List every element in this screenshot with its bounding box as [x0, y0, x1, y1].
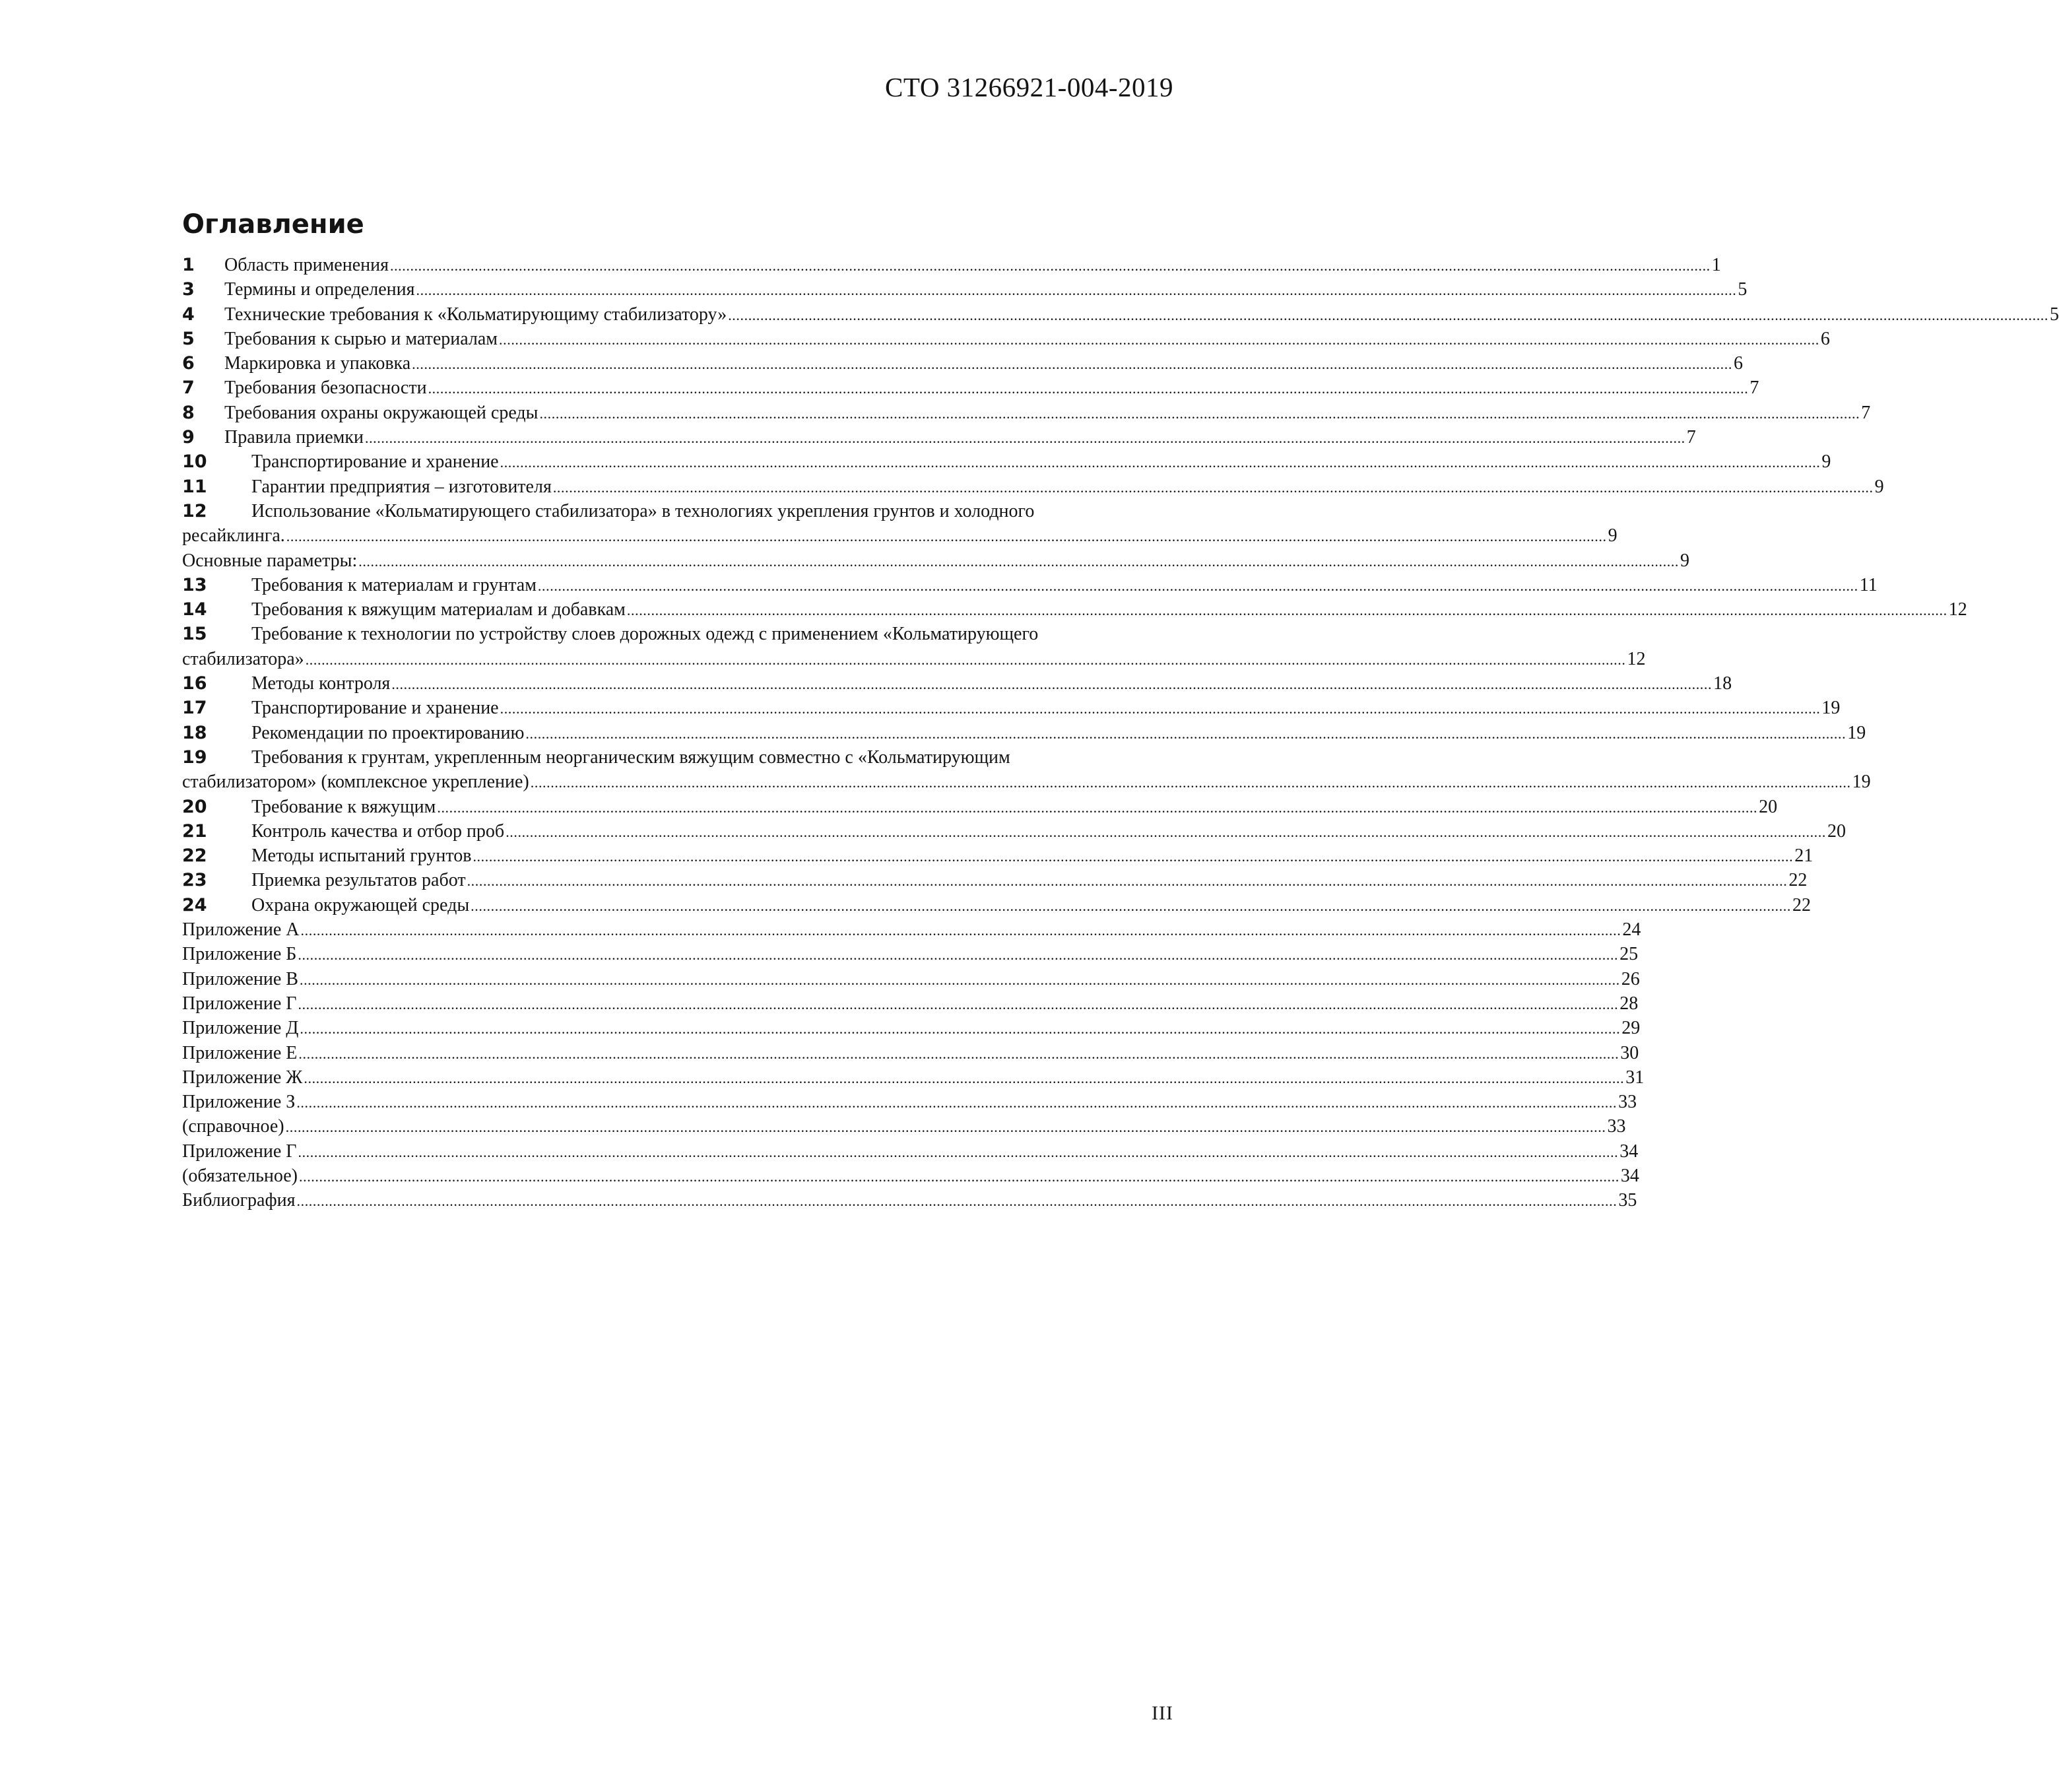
- toc-dot-leader: [391, 672, 1712, 696]
- toc-entry-number: 13: [182, 574, 207, 595]
- toc-entry-label: (справочное): [182, 1116, 284, 1137]
- toc-entry-page: 12: [1627, 648, 1646, 669]
- toc-entry[interactable]: [182, 401, 1871, 425]
- toc-dot-leader: [473, 844, 1793, 869]
- toc-entry-number: 14: [182, 599, 207, 620]
- toc-entry-label: Приложение В: [182, 968, 298, 989]
- toc-dot-leader: [286, 524, 1607, 548]
- toc-entry-number: 3: [182, 279, 195, 300]
- toc-entry-number: 5: [182, 328, 195, 349]
- toc-entry-page: 7: [1686, 427, 1696, 448]
- toc-entry-page: 9: [1821, 451, 1831, 473]
- toc-entry-label: Приложение Д: [182, 1018, 299, 1039]
- toc-dot-leader: [298, 1042, 1619, 1066]
- toc-entry-page: 30: [1620, 1042, 1639, 1063]
- toc-dot-leader: [300, 1016, 1620, 1041]
- toc-dot-leader: [298, 992, 1618, 1016]
- toc-dot-leader: [306, 647, 1626, 672]
- toc-entry[interactable]: [182, 573, 1878, 597]
- toc-entry[interactable]: [182, 917, 1641, 942]
- toc-dot-leader: [538, 574, 1858, 598]
- toc-entry-label: Правила приемки: [224, 427, 364, 448]
- toc-dot-leader: [412, 352, 1732, 376]
- toc-entry-page: 28: [1619, 993, 1639, 1014]
- toc-entry-number: 18: [182, 722, 207, 743]
- toc-entry-page: 19: [1847, 722, 1866, 743]
- toc-entry[interactable]: [182, 277, 1748, 302]
- toc-entry-label: Приложение Е: [182, 1042, 298, 1063]
- toc-entry-page: 20: [1759, 796, 1778, 817]
- toc-entry-label: (обязательное): [182, 1165, 298, 1186]
- toc-entry[interactable]: [182, 942, 1639, 966]
- toc-entry-label: Маркировка и упаковка: [224, 353, 411, 374]
- toc-dot-leader: [299, 1164, 1619, 1189]
- toc-entry[interactable]: [182, 548, 1690, 573]
- toc-entry[interactable]: [182, 1114, 1626, 1139]
- toc-entry-label: Приложение З: [182, 1092, 296, 1113]
- toc-entry-label: Основные параметры:: [182, 550, 358, 571]
- toc-dot-leader: [390, 253, 1711, 278]
- toc-dot-leader: [506, 820, 1826, 844]
- toc-entry-number: 23: [182, 870, 207, 891]
- toc-entry[interactable]: [182, 302, 2059, 327]
- toc-entry[interactable]: [182, 844, 1814, 868]
- toc-entry-label: Методы контроля: [251, 673, 391, 694]
- toc-entry-label: Термины и определения: [224, 279, 415, 300]
- toc-dot-leader: [304, 1066, 1624, 1090]
- toc-dot-leader: [499, 327, 1819, 352]
- toc-entry[interactable]: [182, 597, 1967, 622]
- toc-entry-label: Контроль качества и отбор проб: [251, 820, 505, 842]
- toc-entry-page: 33: [1618, 1092, 1637, 1113]
- toc-entry-page: 26: [1621, 968, 1640, 989]
- toc-entry-label: Требования к сырью и материалам: [224, 328, 498, 349]
- toc-entry-page: 11: [1859, 574, 1878, 595]
- toc-entry[interactable]: [182, 819, 1846, 844]
- toc-entry-page: 5: [1738, 279, 1748, 300]
- toc-dot-leader: [286, 1115, 1606, 1139]
- toc-entry[interactable]: [182, 991, 1639, 1016]
- toc-entry-page: 19: [1852, 772, 1871, 793]
- toc-entry-number: 24: [182, 894, 207, 915]
- toc-entry-page: 24: [1622, 919, 1641, 941]
- toc-entry-label: Методы испытаний грунтов: [251, 846, 472, 867]
- toc-entry-label: Технические требования к «Кольматирующиму стабилизатору»: [224, 304, 727, 325]
- toc-entry-label: Требование к технологии по устройству слоев дорожных одежд с применением «Кольматирующего: [251, 624, 1039, 645]
- toc-entry-page: 29: [1621, 1018, 1641, 1039]
- toc-entry-page: 9: [1608, 525, 1618, 547]
- toc-entry[interactable]: [182, 893, 1811, 917]
- toc-dot-leader: [297, 1189, 1618, 1213]
- toc-entry-number: 6: [182, 353, 195, 374]
- toc-entry-label: Гарантии предприятия – изготовителя: [251, 476, 552, 497]
- toc-entry-label: Транспортирование и хранение: [251, 698, 499, 719]
- toc-entry-page: 1: [1711, 255, 1721, 275]
- toc-dot-leader: [298, 943, 1618, 967]
- toc-entry-label: Приложение Б: [182, 944, 297, 965]
- toc-entry[interactable]: [182, 1016, 1641, 1040]
- toc-entry[interactable]: [182, 1188, 1637, 1212]
- toc-entry-label: Требования охраны окружающей среды: [224, 402, 539, 423]
- toc-dot-leader: [358, 549, 1679, 574]
- toc-entry-page: 25: [1619, 944, 1639, 965]
- toc-entry-label: Приложение А: [182, 919, 300, 941]
- toc-dot-leader: [531, 770, 1851, 795]
- toc-entry-label-continuation: стабилизатора»: [182, 648, 304, 669]
- toc-entry-number: 7: [182, 378, 195, 399]
- toc-entry-page: 34: [1620, 1165, 1639, 1186]
- toc-entry-continuation[interactable]: [182, 647, 1646, 671]
- toc-entry-label: Приемка результатов работ: [251, 870, 466, 891]
- toc-entry-page: 12: [1948, 599, 1967, 620]
- toc-entry-label: Библиография: [182, 1190, 296, 1211]
- toc-entry-number: 11: [182, 476, 207, 497]
- toc-dot-leader: [525, 721, 1846, 746]
- toc-dot-leader: [437, 795, 1757, 820]
- toc-entry-page: 18: [1713, 673, 1732, 694]
- toc-entry-page: 20: [1827, 820, 1846, 842]
- toc-dot-leader: [365, 426, 1685, 450]
- toc-entry[interactable]: [182, 721, 1866, 745]
- toc-entry-label: Рекомендации по проектированию: [251, 722, 525, 743]
- toc-entry-page: 31: [1625, 1067, 1645, 1088]
- toc-entry-page: 5: [2050, 304, 2059, 325]
- toc-dot-leader: [471, 894, 1791, 918]
- toc-entry[interactable]: [182, 1090, 1637, 1114]
- toc-entry-page: 7: [1861, 402, 1871, 423]
- toc-dot-leader: [467, 869, 1788, 893]
- toc-entry-page: 33: [1607, 1116, 1626, 1137]
- toc-entry[interactable]: [182, 475, 1884, 499]
- toc-entry-number: 9: [182, 427, 195, 448]
- page-number: III: [1152, 1702, 1173, 1724]
- toc-entry-page: 35: [1618, 1190, 1637, 1211]
- toc-entry-number: 19: [182, 747, 207, 768]
- toc-entry[interactable]: [182, 499, 1179, 523]
- toc-entry-page: 6: [1733, 353, 1743, 374]
- toc-entry[interactable]: [182, 1164, 1639, 1188]
- toc-entry-number: 15: [182, 624, 207, 645]
- toc-dot-leader: [301, 918, 1621, 943]
- toc-dot-leader: [428, 376, 1749, 401]
- toc-entry[interactable]: [182, 1041, 1639, 1065]
- toc-entry[interactable]: [182, 671, 1732, 696]
- toc-entry-page: 9: [1680, 550, 1690, 571]
- table-of-contents: [182, 253, 2059, 1213]
- toc-entry-number: 10: [182, 451, 207, 473]
- toc-entry-page: 7: [1749, 378, 1759, 399]
- toc-entry-number: 20: [182, 796, 207, 817]
- toc-entry-label: Требование к вяжущим: [251, 796, 436, 817]
- toc-entry-label: Требования к вяжущим материалам и добавкам: [251, 599, 626, 620]
- toc-entry[interactable]: [182, 696, 1841, 720]
- toc-entry[interactable]: [182, 351, 1743, 376]
- toc-entry[interactable]: [182, 745, 1179, 770]
- toc-title: Оглавление: [182, 209, 364, 240]
- toc-entry-continuation[interactable]: [182, 523, 1618, 548]
- document-code: СТО 31266921-004-2019: [884, 72, 1173, 102]
- toc-entry-label: Транспортирование и хранение: [251, 451, 499, 473]
- toc-entry[interactable]: [182, 967, 1640, 991]
- toc-dot-leader: [500, 450, 1821, 475]
- toc-entry[interactable]: [182, 449, 1831, 474]
- toc-entry-label: Приложение Г: [182, 1141, 297, 1162]
- toc-entry-label-continuation: стабилизатором» (комплексное укрепление): [182, 772, 529, 793]
- toc-entry-page: 22: [1788, 870, 1808, 891]
- toc-entry[interactable]: [182, 622, 1179, 646]
- toc-dot-leader: [416, 278, 1737, 302]
- toc-entry-number: 12: [182, 500, 207, 521]
- toc-entry-label: Приложение Ж: [182, 1067, 303, 1088]
- toc-entry-number: 16: [182, 673, 207, 694]
- toc-entry-number: 21: [182, 820, 207, 842]
- toc-entry-number: 1: [182, 255, 195, 275]
- toc-dot-leader: [728, 303, 2048, 327]
- toc-entry-label: Охрана окружающей среды: [251, 894, 470, 915]
- toc-dot-leader: [539, 401, 1860, 426]
- toc-entry-continuation[interactable]: [182, 770, 1871, 794]
- toc-entry-page: 19: [1821, 698, 1841, 719]
- toc-entry[interactable]: [182, 253, 1721, 277]
- toc-entry-label: Требования безопасности: [224, 378, 427, 399]
- toc-entry-page: 21: [1794, 846, 1814, 867]
- toc-entry-page: 22: [1792, 894, 1811, 915]
- toc-entry-label: Область применения: [224, 255, 389, 275]
- toc-dot-leader: [553, 475, 1874, 500]
- toc-dot-leader: [500, 696, 1821, 721]
- toc-entry-number: 8: [182, 402, 195, 423]
- toc-entry[interactable]: [182, 868, 1808, 892]
- toc-entry[interactable]: [182, 1139, 1639, 1164]
- toc-entry[interactable]: [182, 425, 1696, 449]
- toc-entry[interactable]: [182, 376, 1759, 400]
- toc-entry-label: Использование «Кольматирующего стабилизатора» в технологиях укрепления грунтов и холодного: [251, 500, 1035, 521]
- toc-entry[interactable]: [182, 327, 1830, 351]
- toc-entry-label: Требования к материалам и грунтам: [251, 574, 537, 595]
- toc-entry-page: 6: [1820, 328, 1830, 349]
- toc-dot-leader: [627, 598, 1947, 622]
- toc-entry-label: Приложение Г: [182, 993, 297, 1014]
- toc-entry[interactable]: [182, 795, 1778, 819]
- toc-entry-number: 4: [182, 304, 195, 325]
- toc-entry-label-continuation: ресайклинга.: [182, 525, 285, 547]
- toc-entry-number: 17: [182, 698, 207, 719]
- toc-entry[interactable]: [182, 1065, 1645, 1090]
- toc-entry-page: 34: [1619, 1141, 1639, 1162]
- toc-entry-page: 9: [1874, 476, 1884, 497]
- toc-entry-label: Требования к грунтам, укрепленным неорганическим вяжущим совместно с «Кольматирующим: [251, 747, 1010, 768]
- toc-dot-leader: [298, 1140, 1618, 1164]
- toc-dot-leader: [300, 968, 1620, 992]
- toc-dot-leader: [296, 1090, 1617, 1115]
- toc-entry-number: 22: [182, 846, 207, 867]
